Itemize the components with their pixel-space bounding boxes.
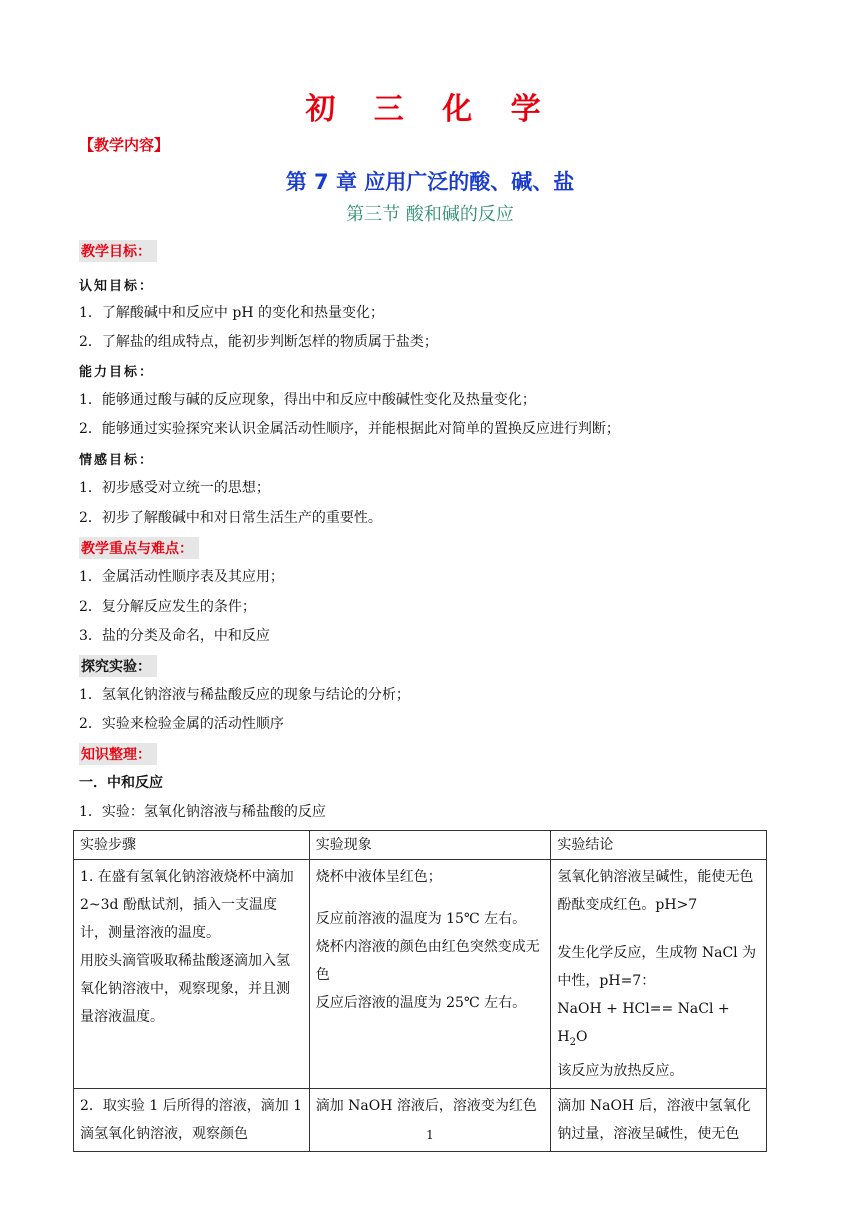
experiment-1: 1．氢氧化钠溶液与稀盐酸反应的现象与结论的分析； [79, 687, 410, 703]
experiment-2: 2．实验来检验金属的活动性顺序 [79, 716, 284, 732]
step-text: 1. 在盛有氢氧化钠溶液烧杯中滴加 2~3d 酚酞试剂，插入一支温度计，测量溶液的温度。 [80, 869, 294, 941]
key-point-1: 1．金属活动性顺序表及其应用； [79, 569, 284, 585]
ability-goal-2: 2．能够通过实验探究来认识金属活动性顺序，并能根据此对简单的置换反应进行判断； [79, 421, 620, 437]
step-text: 用胶头滴管吸取稀盐酸逐滴加入氢氧化钠溶液中，观察现象，并且测量溶液温度。 [80, 953, 290, 1025]
cognitive-goal-1: 1．了解酸碱中和反应中 pH 的变化和热量变化； [79, 305, 384, 321]
equation-text: NaOH + HCl== NaCl + H [557, 1001, 730, 1045]
emotion-goal-1: 1．初步感受对立统一的思想； [79, 480, 270, 496]
conclusion-cell [551, 860, 767, 1089]
phenomenon-text: 反应前溶液的温度为 15℃ 左右。 [315, 911, 527, 927]
ability-goals-label: 能力目标： [79, 365, 155, 380]
conclusion-text: 氢氧化钠溶液呈碱性，能使无色酚酞变成红色。pH>7 [557, 869, 754, 913]
cognitive-goal-2: 2．了解盐的组成特点，能初步判断怎样的物质属于盐类； [79, 334, 438, 350]
conclusion-text: 发生化学反应，生成物 NaCl 为中性，pH=7： [557, 945, 757, 989]
section-title: 第三节 酸和碱的反应 [346, 204, 514, 225]
phenomenon-text: 反应后溶液的温度为 25℃ 左右。 [315, 995, 527, 1011]
equation [557, 995, 760, 1057]
chapter-title: 第 7 章 应用广泛的酸、碱、盐 [285, 170, 575, 194]
step-cell [74, 860, 310, 1089]
goals-heading: 教学目标： [79, 240, 157, 262]
conclusion-text: 该反应为放热反应。 [557, 1062, 684, 1079]
experiments-heading: 探究实验： [79, 655, 157, 677]
header-step: 实验步骤 [74, 831, 310, 860]
teaching-content-label: 【教学内容】 [79, 136, 170, 154]
step-cell: 2．取实验 1 后所得的溶液，滴加 1 滴氢氧化钠溶液，观察颜色 [74, 1088, 310, 1151]
phenomenon-text: 烧杯中液体呈红色； [315, 869, 442, 885]
key-points-heading: 教学重点与难点： [79, 537, 199, 559]
equation-suffix: O [576, 1029, 588, 1045]
experiment-table [73, 830, 767, 1152]
cognitive-goals-label: 认知目标： [79, 279, 155, 294]
page-number: 1 [426, 1128, 434, 1142]
phenomenon-text: 烧杯内溶液的颜色由红色突然变成无色 [315, 939, 540, 983]
conclusion-cell: 滴加 NaOH 后，溶液中氢氧化钠过量，溶液呈碱性，使无色 [551, 1088, 767, 1151]
phenomenon-cell: 滴加 NaOH 溶液后，溶液变为红色 [309, 1088, 551, 1151]
key-point-2: 2．复分解反应发生的条件； [79, 599, 256, 615]
phenomenon-cell [309, 860, 551, 1089]
table-header-row [74, 831, 767, 860]
emotion-goals-label: 情感目标： [79, 453, 155, 468]
ability-goal-1: 1．能够通过酸与碱的反应现象，得出中和反应中酸碱性变化及热量变化； [79, 392, 536, 408]
header-conclusion: 实验结论 [551, 831, 767, 860]
knowledge-heading: 知识整理： [79, 743, 157, 765]
equation-subscript: 2 [569, 1036, 576, 1048]
neutralization-heading: 一．中和反应 [79, 775, 163, 791]
key-point-3: 3．盐的分类及命名，中和反应 [79, 628, 270, 644]
table-row [74, 860, 767, 1089]
emotion-goal-2: 2．初步了解酸碱中和对日常生活生产的重要性。 [79, 510, 382, 526]
experiment-description: 1．实验：氢氧化钠溶液与稀盐酸的反应 [79, 804, 326, 820]
page-title: 初 三 化 学 [305, 92, 555, 127]
header-phenomenon: 实验现象 [309, 831, 551, 860]
